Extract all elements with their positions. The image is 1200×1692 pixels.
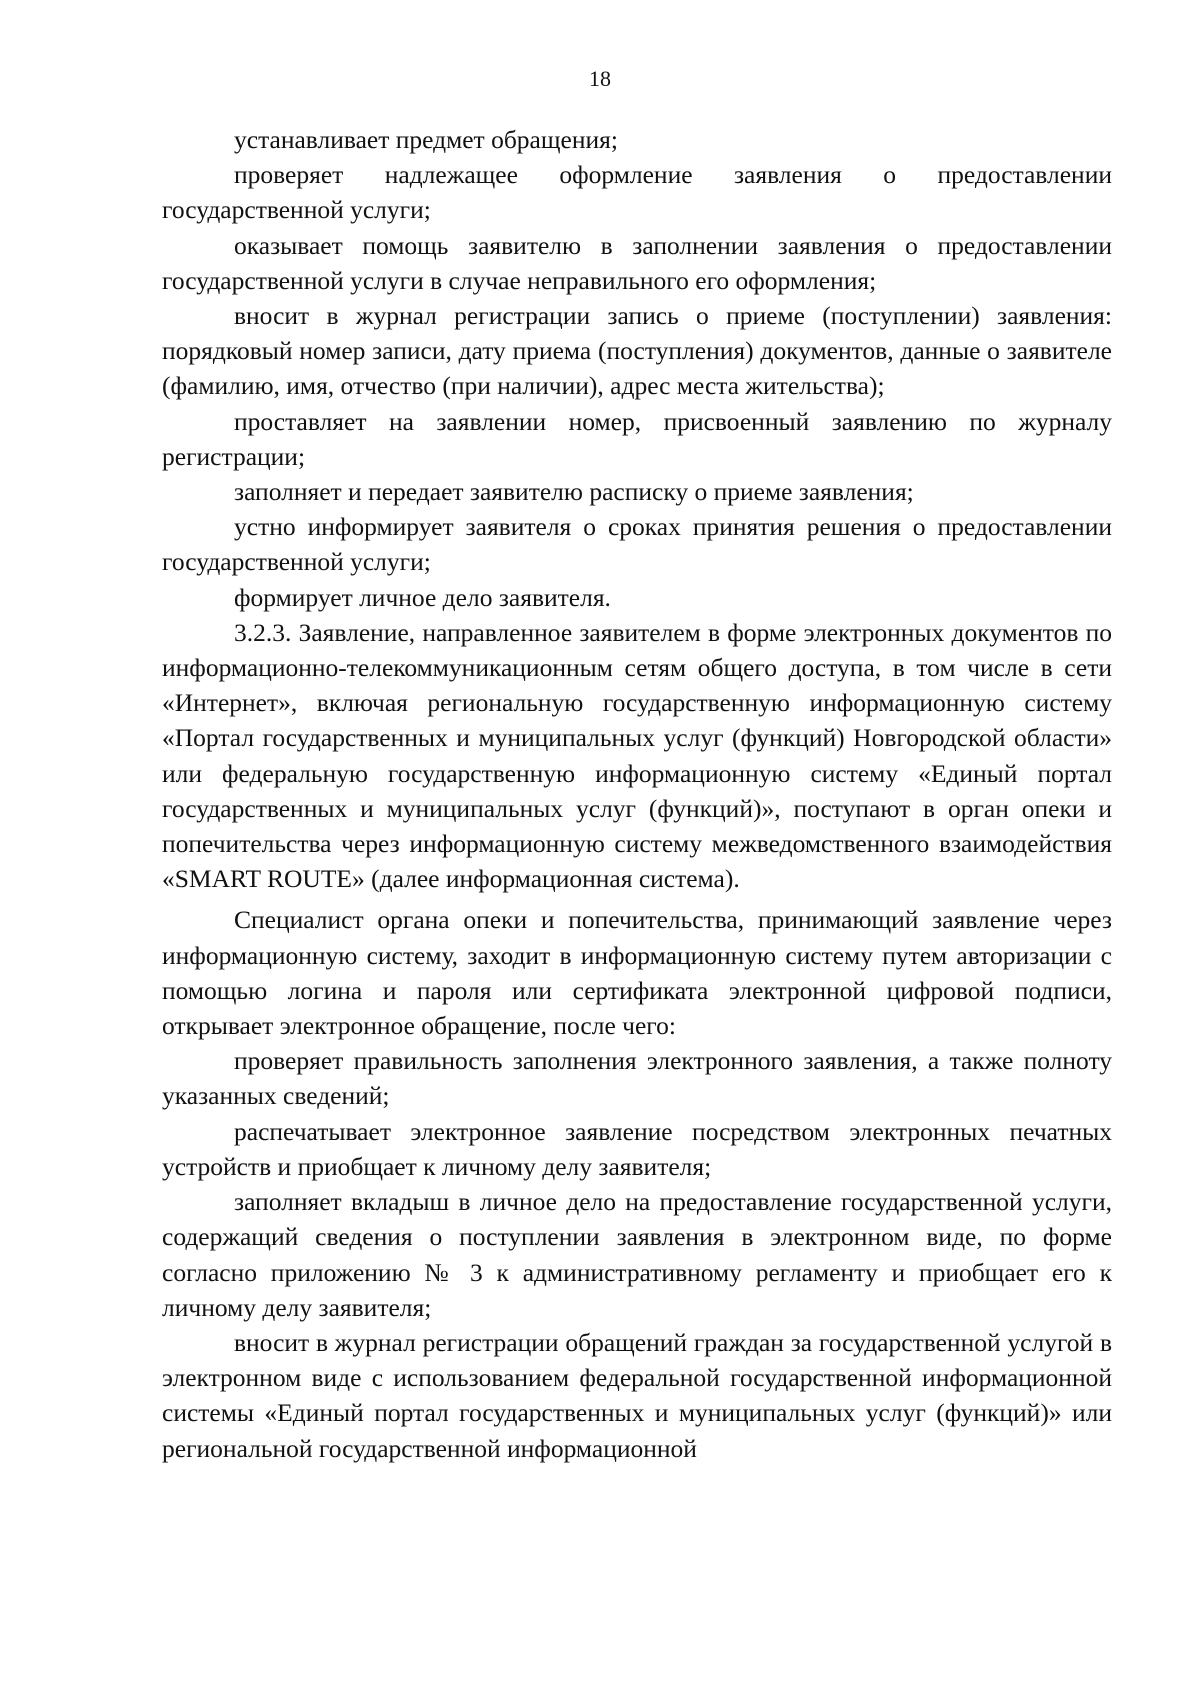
- paragraph-8: формирует личное дело заявителя.: [234, 582, 611, 612]
- paragraph-10: Специалист органа опеки и попечительства, принимающий заявление через информационную систему, заходит в информационную систему путем авторизации с помощью логина и пароля или сертификата электронной цифровой подписи, открывает электронное обращение, после чего:: [162, 905, 1112, 1041]
- paragraph-3: оказывает помощь заявителю в заполнении заявления о предоставлении государственной услуги в случае неправильного его оформления;: [162, 230, 1112, 295]
- paragraph-2: проверяет надлежащее оформление заявления о предоставлении государственной услуги;: [162, 160, 1112, 225]
- paragraph-12: распечатывает электронное заявление посредством электронных печатных устройств и приобщает к личному делу заявителя;: [162, 1116, 1112, 1181]
- paragraph-9: 3.2.3. Заявление, направленное заявителем в форме электронных документов по информационно-телекоммуникационным сетям общего доступа, в том числе в сети «Интернет», включая региональную государственную информационную систему «Портал государственных и муниципальных услуг (функций) Новгородской области» или федеральную государственную информационную систему «Единый портал государственных и муниципальных услуг (функций)», поступают в орган опеки и попечительства через информационную систему межведомственного взаимодействия «SMART ROUTE» (далее информационная система).: [162, 617, 1112, 894]
- paragraph-1: устанавливает предмет обращения;: [234, 125, 618, 154]
- paragraph-11: проверяет правильность заполнения электронного заявления, а также полноту указанных сведений;: [162, 1046, 1112, 1111]
- paragraph-4: вносит в журнал регистрации запись о приеме (поступлении) заявления: порядковый номер записи, дату приема (поступления) документов, данные о заявителе (фамилию, имя, отчество (при наличии), адрес места жительства);: [162, 301, 1112, 401]
- paragraph-14: вносит в журнал регистрации обращений граждан за государственной услугой в электронном виде с использованием федеральной государственной информационной системы «Единый портал государственных и муниципальных услуг (функций)» или региональной государственной информационной: [162, 1327, 1112, 1463]
- paragraph-6: заполняет и передает заявителю расписку о приеме заявления;: [234, 477, 914, 507]
- paragraph-13: заполняет вкладыш в личное дело на предоставление государственной услуги, содержащий сведения о поступлении заявления в электронном виде, по форме согласно приложению № 3 к административному регламенту и приобщает его к личному делу заявителя;: [162, 1187, 1112, 1322]
- body-text: [162, 122, 1112, 1466]
- page-number: 18: [589, 66, 611, 91]
- paragraph-5: проставляет на заявлении номер, присвоенный заявлению по журналу регистрации;: [162, 406, 1112, 471]
- paragraph-7: устно информирует заявителя о сроках принятия решения о предоставлении государственной услуги;: [162, 512, 1112, 577]
